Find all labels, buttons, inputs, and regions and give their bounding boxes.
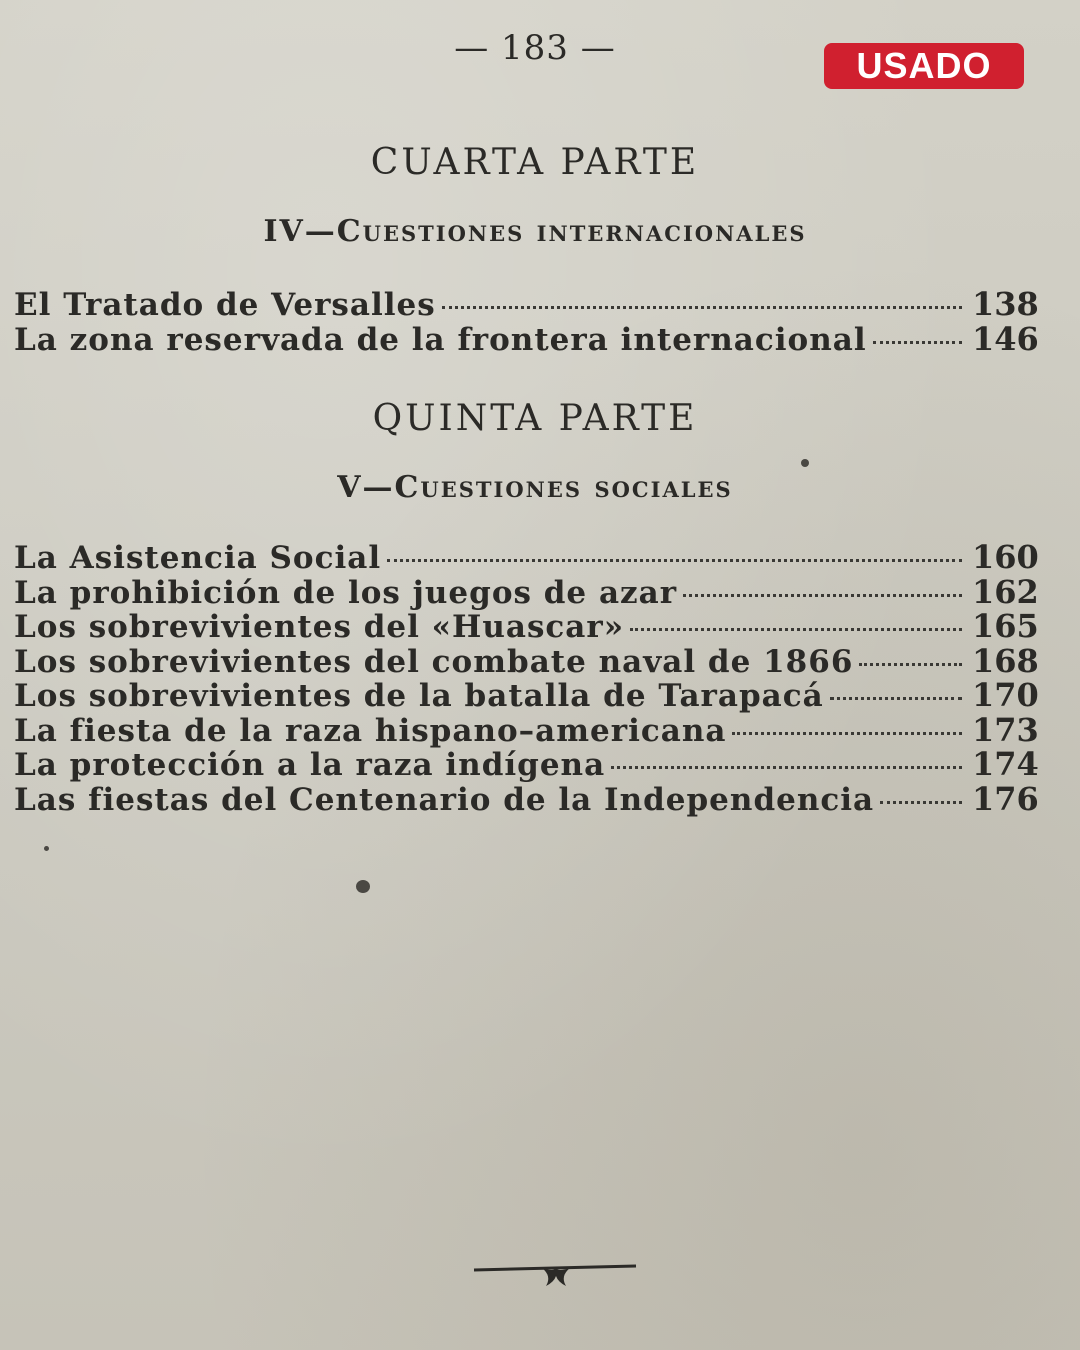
- toc-entry-title: Los sobrevivientes del combate naval de 1866: [14, 643, 854, 680]
- toc-entry-page: 168: [972, 641, 1039, 680]
- dot-leader: [611, 766, 962, 769]
- part-heading-fifth: QUINTA PARTE: [372, 398, 698, 439]
- toc-entry-page: 174: [972, 745, 1039, 783]
- dot-leader: [442, 306, 962, 309]
- toc-entry-page: 138: [972, 285, 1039, 323]
- toc-entry-title: Los sobrevivientes del «Huascar»: [14, 609, 625, 645]
- toc-entry: [14, 319, 1039, 358]
- toc-entry: [14, 572, 1039, 611]
- toc-entry: [14, 710, 1039, 749]
- section-heading-international: IV—Cuestiones internacionales: [263, 214, 807, 249]
- fleuron-divider-icon: [472, 1258, 638, 1294]
- toc-entry-page: 170: [972, 676, 1039, 714]
- toc-list-fifth: [14, 538, 1039, 818]
- ink-speck: [44, 846, 49, 851]
- toc-entry: [14, 538, 1039, 576]
- toc-entry-title: La protección a la raza indígena: [14, 747, 606, 783]
- dot-leader: [830, 697, 962, 700]
- ink-speck: [801, 459, 809, 467]
- toc-entry: [14, 285, 1039, 323]
- page-number: — 183 —: [454, 28, 616, 68]
- dot-leader: [630, 628, 962, 631]
- dot-leader: [732, 732, 962, 735]
- part-heading-fourth: CUARTA PARTE: [370, 142, 700, 183]
- dot-leader: [873, 341, 962, 344]
- ink-speck: [356, 880, 370, 893]
- toc-entry-title: Los sobrevivientes de la batalla de Tarapacá: [14, 678, 824, 714]
- toc-entry-page: 146: [972, 319, 1039, 358]
- toc-entry: [14, 641, 1039, 680]
- toc-entry-page: 160: [972, 538, 1039, 576]
- toc-entry: [14, 676, 1039, 714]
- toc-entry: [14, 779, 1039, 818]
- toc-entry-page: 162: [972, 572, 1039, 611]
- dot-leader: [880, 801, 962, 804]
- toc-entry-title: El Tratado de Versalles: [14, 287, 436, 323]
- dot-leader: [859, 663, 962, 666]
- toc-entry-page: 173: [972, 710, 1039, 749]
- toc-entry-title: Las fiestas del Centenario de la Independencia: [14, 781, 875, 818]
- dot-leader: [683, 594, 962, 597]
- toc-entry-page: 176: [972, 779, 1039, 818]
- toc-entry-page: 165: [972, 607, 1039, 645]
- toc-entry: [14, 745, 1039, 783]
- toc-list-fourth: [14, 285, 1039, 358]
- toc-entry-title: La zona reservada de la frontera internacional: [14, 321, 867, 358]
- toc-entry: [14, 607, 1039, 645]
- toc-entry-title: La Asistencia Social: [14, 540, 382, 576]
- section-heading-social: V—Cuestiones sociales: [337, 470, 733, 505]
- dot-leader: [387, 559, 962, 562]
- usado-badge: USADO: [824, 43, 1024, 89]
- toc-entry-title: La prohibición de los juegos de azar: [14, 574, 678, 611]
- toc-entry-title: La fiesta de la raza hispano–americana: [14, 712, 727, 749]
